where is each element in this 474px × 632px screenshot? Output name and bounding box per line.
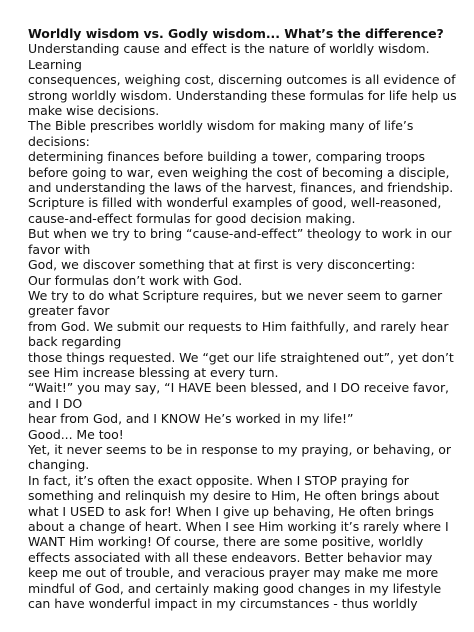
text-line: before going to war, even weighing the cost of becoming a disciple, (28, 164, 450, 180)
text-line: mindful of God, and certainly making good changes in my lifestyle (28, 580, 442, 596)
text-line: WANT Him working! Of course, there are some positive, worldly (28, 534, 424, 550)
text-line: can have wonderful impact in my circumstances - thus worldly (28, 596, 418, 612)
text-line: what I USED to ask for! When I give up behaving, He often brings (28, 503, 434, 519)
text-line: effects associated with all these endeavors. Better behavior may (28, 549, 433, 565)
text-line: see Him increase blessing at every turn. (28, 364, 279, 380)
text-line: consequences, weighing cost, discerning outcomes is all evidence of (28, 72, 456, 88)
text-line: Good... Me too! (28, 426, 124, 442)
text-line: The Bible prescribes worldly wisdom for making many of life’s decisions: (28, 118, 414, 149)
text-line: keep me out of trouble, and veracious prayer may make me more (28, 565, 439, 581)
text-line: “Wait!” you may say, “I HAVE been blessed, and I DO receive favor, and I DO (28, 380, 449, 411)
text-line: We try to do what Scripture requires, but we never seem to garner greater favor (28, 287, 443, 319)
text-line: about a change of heart. When I see Him working it’s rarely where I (28, 519, 449, 534)
text-line: Our formulas don’t work with God. (28, 272, 243, 288)
text-line: Scripture is filled with wonderful examples of good, well-reasoned, (28, 195, 442, 211)
document-title: Worldly wisdom vs. Godly wisdom... What’s the difference? (28, 26, 444, 41)
text-line: determining finances before building a tower, comparing troops (28, 149, 426, 165)
text-line: something and relinquish my desire to Him, He often brings about (28, 488, 440, 504)
text-line: hear from God, and I KNOW He’s worked in my life!” (28, 411, 354, 427)
text-line: those things requested. We “get our life straightened out”, yet don’t (28, 349, 454, 365)
text-line: cause-and-effect formulas for good decision making. (28, 210, 356, 226)
text-line: and understanding the laws of the harvest, finances, and friendship. (28, 180, 454, 196)
text-line: from God. We submit our requests to Him faithfully, and rarely hear back regarding (28, 318, 449, 350)
document-body (28, 26, 468, 611)
text-line: strong worldly wisdom. Understanding these formulas for life help us (28, 87, 457, 103)
text-line: Understanding cause and effect is the nature of worldly wisdom. Learning (28, 41, 430, 72)
text-line: In fact, it’s often the exact opposite. When I STOP praying for (28, 472, 409, 488)
text-line: make wise decisions. (28, 103, 160, 119)
text-line: God, we discover something that at first is very disconcerting: (28, 257, 416, 273)
text-line: But when we try to bring “cause-and-effect” theology to work in our favor with (28, 226, 452, 257)
text-line: Yet, it never seems to be in response to my praying, or behaving, or changing. (28, 441, 451, 473)
